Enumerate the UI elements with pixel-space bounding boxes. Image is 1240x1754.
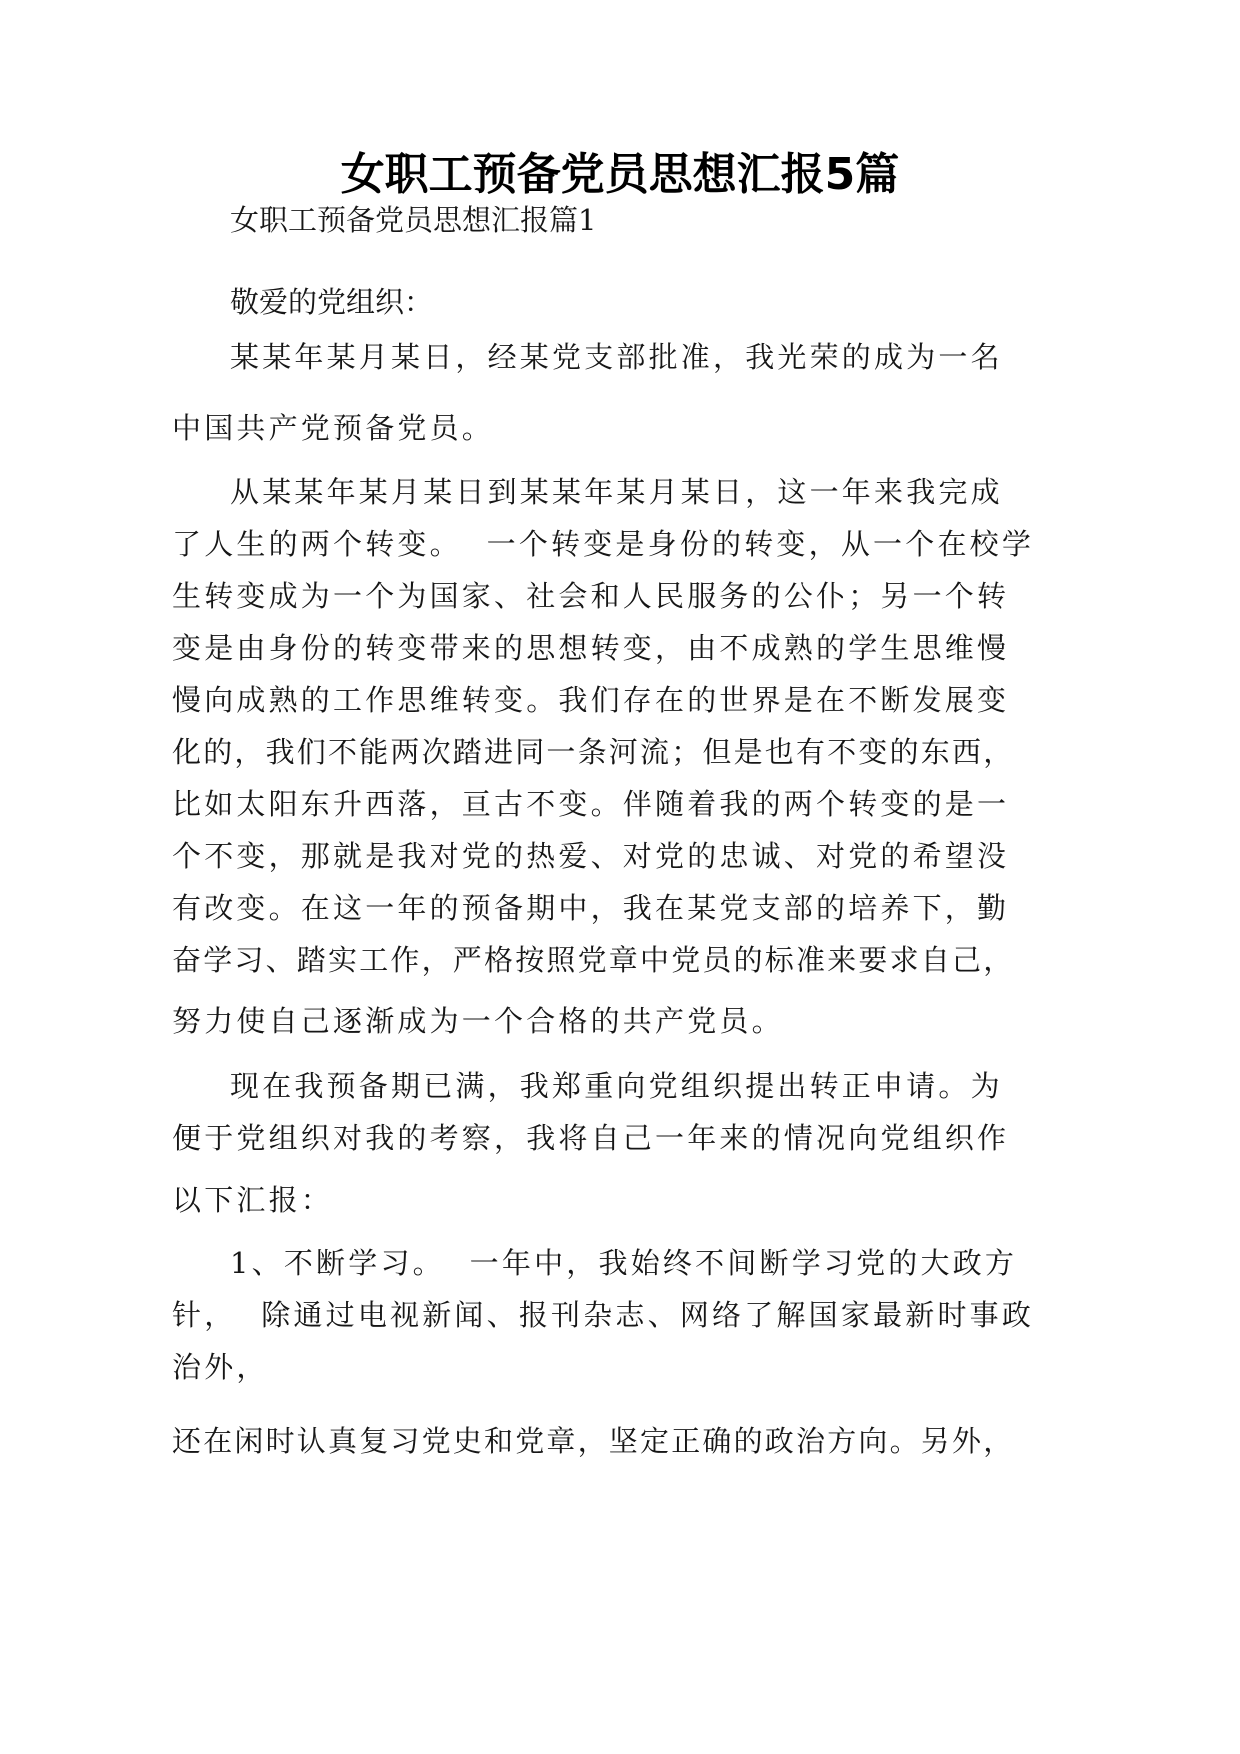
paragraph-4-line-1: 1、不断学习。 一年中，我始终不间断学习党的大政方 [230, 1246, 1018, 1280]
salutation: 敬爱的党组织： [230, 285, 434, 319]
paragraph-2-line: 奋学习、踏实工作，严格按照党章中党员的标准来要求自己， [172, 943, 1015, 977]
paragraph-2-line: 慢向成熟的工作思维转变。我们存在的世界是在不断发展变 [172, 683, 1010, 717]
paragraph-2-line: 比如太阳东升西落，亘古不变。伴随着我的两个转变的是一 [172, 787, 1010, 821]
paragraph-2-line: 从某某年某月某日到某某年某月某日，这一年来我完成 [230, 475, 1003, 509]
paragraph-2-last-line: 努力使自己逐渐成为一个合格的共产党员。 [172, 1004, 784, 1038]
paragraph-3-line-2: 便于党组织对我的考察，我将自己一年来的情况向党组织作 [172, 1121, 1010, 1155]
paragraph-2-line: 化的，我们不能两次踏进同一条河流；但是也有不变的东西， [172, 735, 1015, 769]
document-title: 女职工预备党员思想汇报5篇 [340, 149, 900, 200]
paragraph-4-line-3: 治外， [172, 1350, 269, 1384]
paragraph-1-line-2: 中国共产党预备党员。 [172, 411, 495, 445]
paragraph-2-line: 有改变。在这一年的预备期中，我在某党支部的培养下，勤 [172, 891, 1010, 925]
paragraph-5-line-1: 还在闲时认真复习党史和党章，坚定正确的政治方向。另外， [172, 1424, 1015, 1458]
paragraph-2-line: 生转变成为一个为国家、社会和人民服务的公仆；另一个转 [172, 579, 1010, 613]
paragraph-2-line: 了人生的两个转变。 一个转变是身份的转变，从一个在校学 [172, 527, 1035, 561]
paragraph-3-line-1: 现在我预备期已满，我郑重向党组织提出转正申请。为 [230, 1069, 1003, 1103]
section-heading: 女职工预备党员思想汇报篇1 [230, 203, 597, 237]
paragraph-4-line-2: 针， 除通过电视新闻、报刊杂志、网络了解国家最新时事政 [172, 1298, 1035, 1332]
paragraph-2-line: 个不变，那就是我对党的热爱、对党的忠诚、对党的希望没 [172, 839, 1010, 873]
paragraph-3-line-3: 以下汇报： [172, 1183, 334, 1217]
paragraph-1-line-1: 某某年某月某日，经某党支部批准，我光荣的成为一名 [230, 340, 1003, 374]
paragraph-2-line: 变是由身份的转变带来的思想转变，由不成熟的学生思维慢 [172, 631, 1010, 665]
